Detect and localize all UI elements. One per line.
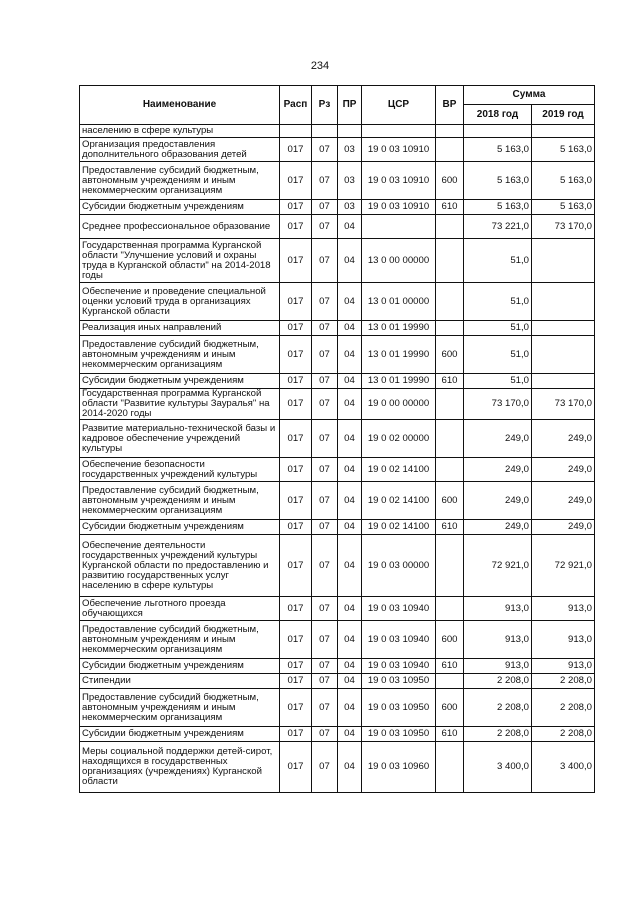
cell-name: Субсидии бюджетным учреждениям	[80, 520, 280, 535]
cell-2018: 51,0	[464, 321, 532, 336]
cell-csr: 19 0 03 10940	[362, 597, 436, 621]
cell-csr: 19 0 00 00000	[362, 389, 436, 420]
cell-name: Обеспечение и проведение специальной оценки условий труда в организациях Курганской области	[80, 283, 280, 321]
cell-name: Обеспечение деятельности государственных учреждений культуры Курганской области по предоставлению и развитию государственных услуг населению в сфере культуры	[80, 535, 280, 597]
cell-vr	[436, 321, 464, 336]
cell-rasp: 017	[280, 597, 312, 621]
cell-name: Среднее профессиональное образование	[80, 215, 280, 239]
cell-pr: 04	[338, 283, 362, 321]
page-number: 234	[310, 60, 330, 72]
cell-2019: 249,0	[532, 458, 595, 482]
header-2019: 2019 год	[532, 105, 595, 125]
cell-name: Предоставление субсидий бюджетным, автономным учреждениям и иным некоммерческим организациям	[80, 689, 280, 727]
cell-rasp: 017	[280, 389, 312, 420]
table-row	[80, 458, 595, 482]
cell-vr	[436, 742, 464, 793]
cell-csr: 19 0 02 00000	[362, 420, 436, 458]
cell-vr	[436, 420, 464, 458]
cell-csr: 13 0 01 19990	[362, 374, 436, 389]
cell-csr: 19 0 03 10960	[362, 742, 436, 793]
cell-rasp	[280, 125, 312, 138]
cell-2018: 913,0	[464, 621, 532, 659]
cell-name: Организация предоставления дополнительного образования детей	[80, 138, 280, 162]
cell-csr: 19 0 03 10940	[362, 659, 436, 674]
header-name: Наименование	[80, 86, 280, 125]
cell-rz: 07	[312, 420, 338, 458]
cell-name: Субсидии бюджетным учреждениям	[80, 727, 280, 742]
cell-rasp: 017	[280, 520, 312, 535]
cell-csr: 19 0 03 00000	[362, 535, 436, 597]
cell-vr: 610	[436, 520, 464, 535]
cell-csr: 19 0 03 10950	[362, 727, 436, 742]
cell-vr	[436, 125, 464, 138]
cell-rasp: 017	[280, 138, 312, 162]
header-csr: ЦСР	[362, 86, 436, 125]
cell-name: Развитие материально-технической базы и кадровое обеспечение учреждений культуры	[80, 420, 280, 458]
cell-csr	[362, 215, 436, 239]
cell-vr	[436, 283, 464, 321]
cell-name: Субсидии бюджетным учреждениям	[80, 374, 280, 389]
cell-2019: 3 400,0	[532, 742, 595, 793]
cell-2019: 5 163,0	[532, 138, 595, 162]
cell-2019: 249,0	[532, 520, 595, 535]
cell-name: Обеспечение безопасности государственных учреждений культуры	[80, 458, 280, 482]
cell-2019: 5 163,0	[532, 200, 595, 215]
table-row	[80, 689, 595, 727]
cell-name: Реализация иных направлений	[80, 321, 280, 336]
cell-2019: 249,0	[532, 420, 595, 458]
cell-rasp: 017	[280, 727, 312, 742]
cell-vr: 600	[436, 621, 464, 659]
cell-pr: 04	[338, 336, 362, 374]
cell-2019: 2 208,0	[532, 689, 595, 727]
cell-rz: 07	[312, 374, 338, 389]
cell-2019: 72 921,0	[532, 535, 595, 597]
cell-2018: 5 163,0	[464, 200, 532, 215]
cell-vr: 610	[436, 659, 464, 674]
cell-name: Государственная программа Курганской области "Улучшение условий и охраны труда в Курганской области" на 2014-2018 годы	[80, 239, 280, 283]
cell-vr	[436, 535, 464, 597]
cell-vr: 600	[436, 336, 464, 374]
cell-2018: 2 208,0	[464, 727, 532, 742]
cell-rz: 07	[312, 689, 338, 727]
cell-csr: 19 0 03 10910	[362, 138, 436, 162]
cell-rz: 07	[312, 458, 338, 482]
table-row	[80, 239, 595, 283]
cell-rz: 07	[312, 321, 338, 336]
cell-2019: 913,0	[532, 597, 595, 621]
table-row	[80, 336, 595, 374]
cell-2018: 73 170,0	[464, 389, 532, 420]
cell-name: Меры социальной поддержки детей-сирот, находящихся в государственных организациях (учреждениях) Курганской области	[80, 742, 280, 793]
cell-vr: 600	[436, 162, 464, 200]
cell-2018: 2 208,0	[464, 674, 532, 689]
table-row	[80, 389, 595, 420]
cell-2019: 5 163,0	[532, 162, 595, 200]
cell-vr	[436, 458, 464, 482]
cell-rz: 07	[312, 283, 338, 321]
cell-csr	[362, 125, 436, 138]
cell-rasp: 017	[280, 374, 312, 389]
cell-2019: 913,0	[532, 659, 595, 674]
cell-pr: 04	[338, 420, 362, 458]
cell-csr: 19 0 03 10910	[362, 200, 436, 215]
table-row	[80, 742, 595, 793]
cell-pr: 04	[338, 520, 362, 535]
cell-name: Государственная программа Курганской области "Развитие культуры Зауралья" на 2014-2020 годы	[80, 389, 280, 420]
cell-csr: 13 0 01 19990	[362, 336, 436, 374]
budget-table	[79, 85, 595, 793]
cell-csr: 19 0 03 10910	[362, 162, 436, 200]
cell-name: Предоставление субсидий бюджетным, автономным учреждениям и иным некоммерческим организациям	[80, 162, 280, 200]
cell-csr: 19 0 03 10950	[362, 689, 436, 727]
cell-pr: 04	[338, 621, 362, 659]
table-header	[80, 86, 595, 125]
cell-rz: 07	[312, 138, 338, 162]
cell-rasp: 017	[280, 162, 312, 200]
cell-rz: 07	[312, 597, 338, 621]
cell-pr: 04	[338, 215, 362, 239]
cell-csr: 19 0 03 10940	[362, 621, 436, 659]
cell-2019	[532, 374, 595, 389]
cell-vr: 610	[436, 727, 464, 742]
cell-pr: 04	[338, 321, 362, 336]
cell-2019: 913,0	[532, 621, 595, 659]
cell-name: Обеспечение льготного проезда обучающихся	[80, 597, 280, 621]
cell-2019	[532, 125, 595, 138]
table-row	[80, 674, 595, 689]
cell-rz: 07	[312, 520, 338, 535]
table-row	[80, 621, 595, 659]
cell-rasp: 017	[280, 458, 312, 482]
cell-2018: 5 163,0	[464, 138, 532, 162]
cell-pr: 04	[338, 742, 362, 793]
cell-vr: 600	[436, 482, 464, 520]
header-2018: 2018 год	[464, 105, 532, 125]
cell-vr	[436, 239, 464, 283]
cell-vr: 610	[436, 200, 464, 215]
table-row	[80, 597, 595, 621]
cell-2019	[532, 239, 595, 283]
cell-pr: 04	[338, 659, 362, 674]
cell-2019: 73 170,0	[532, 389, 595, 420]
cell-2018: 51,0	[464, 336, 532, 374]
cell-2018: 2 208,0	[464, 689, 532, 727]
cell-rasp: 017	[280, 535, 312, 597]
cell-pr: 03	[338, 138, 362, 162]
cell-pr: 04	[338, 374, 362, 389]
cell-name: Предоставление субсидий бюджетным, автономным учреждениям и иным некоммерческим организациям	[80, 621, 280, 659]
cell-2018: 249,0	[464, 520, 532, 535]
cell-pr: 03	[338, 200, 362, 215]
cell-csr: 13 0 00 00000	[362, 239, 436, 283]
table-row	[80, 535, 595, 597]
cell-2019: 2 208,0	[532, 727, 595, 742]
cell-pr: 04	[338, 458, 362, 482]
cell-rz: 07	[312, 674, 338, 689]
cell-pr: 04	[338, 389, 362, 420]
cell-rz: 07	[312, 482, 338, 520]
cell-pr: 04	[338, 535, 362, 597]
cell-pr	[338, 125, 362, 138]
cell-pr: 04	[338, 727, 362, 742]
cell-rz	[312, 125, 338, 138]
cell-pr: 04	[338, 674, 362, 689]
cell-rz: 07	[312, 336, 338, 374]
cell-rasp: 017	[280, 659, 312, 674]
cell-2019	[532, 283, 595, 321]
cell-pr: 04	[338, 689, 362, 727]
table-row	[80, 321, 595, 336]
cell-csr: 19 0 02 14100	[362, 520, 436, 535]
cell-rz: 07	[312, 389, 338, 420]
cell-pr: 04	[338, 597, 362, 621]
cell-rz: 07	[312, 200, 338, 215]
cell-vr: 610	[436, 374, 464, 389]
header-rasp: Расп	[280, 86, 312, 125]
table-row	[80, 420, 595, 458]
cell-pr: 04	[338, 239, 362, 283]
cell-vr	[436, 138, 464, 162]
table-row	[80, 215, 595, 239]
table-row	[80, 125, 595, 138]
cell-pr: 04	[338, 482, 362, 520]
cell-rasp: 017	[280, 321, 312, 336]
cell-rasp: 017	[280, 742, 312, 793]
cell-2018: 249,0	[464, 458, 532, 482]
cell-2018: 249,0	[464, 420, 532, 458]
cell-vr	[436, 215, 464, 239]
header-sum: Сумма	[464, 86, 595, 105]
cell-vr	[436, 389, 464, 420]
cell-2018: 51,0	[464, 283, 532, 321]
cell-csr: 19 0 03 10950	[362, 674, 436, 689]
cell-2018: 51,0	[464, 374, 532, 389]
cell-csr: 13 0 01 19990	[362, 321, 436, 336]
cell-2018: 51,0	[464, 239, 532, 283]
table-row	[80, 200, 595, 215]
table-row	[80, 727, 595, 742]
cell-rz: 07	[312, 535, 338, 597]
cell-rasp: 017	[280, 689, 312, 727]
cell-rz: 07	[312, 659, 338, 674]
cell-name: Субсидии бюджетным учреждениям	[80, 659, 280, 674]
cell-rz: 07	[312, 727, 338, 742]
cell-rz: 07	[312, 621, 338, 659]
cell-pr: 03	[338, 162, 362, 200]
cell-name: Стипендии	[80, 674, 280, 689]
cell-2019	[532, 321, 595, 336]
table-row	[80, 520, 595, 535]
cell-name: населению в сфере культуры	[80, 125, 280, 138]
cell-2018: 249,0	[464, 482, 532, 520]
cell-vr: 600	[436, 689, 464, 727]
table-row	[80, 482, 595, 520]
cell-csr: 19 0 02 14100	[362, 482, 436, 520]
cell-2019	[532, 336, 595, 374]
cell-rz: 07	[312, 239, 338, 283]
header-rz: Рз	[312, 86, 338, 125]
cell-2018	[464, 125, 532, 138]
cell-2019: 249,0	[532, 482, 595, 520]
cell-2019: 73 170,0	[532, 215, 595, 239]
cell-rasp: 017	[280, 621, 312, 659]
cell-vr	[436, 674, 464, 689]
cell-2018: 72 921,0	[464, 535, 532, 597]
table-row	[80, 283, 595, 321]
cell-rasp: 017	[280, 674, 312, 689]
cell-rz: 07	[312, 215, 338, 239]
cell-2018: 5 163,0	[464, 162, 532, 200]
cell-rz: 07	[312, 742, 338, 793]
cell-2018: 3 400,0	[464, 742, 532, 793]
table-row	[80, 138, 595, 162]
cell-rasp: 017	[280, 200, 312, 215]
cell-name: Предоставление субсидий бюджетным, автономным учреждениям и иным некоммерческим организациям	[80, 482, 280, 520]
table-row	[80, 162, 595, 200]
table-row	[80, 374, 595, 389]
cell-csr: 13 0 01 00000	[362, 283, 436, 321]
cell-rasp: 017	[280, 283, 312, 321]
cell-2019: 2 208,0	[532, 674, 595, 689]
cell-vr	[436, 597, 464, 621]
cell-rz: 07	[312, 162, 338, 200]
cell-2018: 913,0	[464, 597, 532, 621]
cell-rasp: 017	[280, 420, 312, 458]
cell-2018: 73 221,0	[464, 215, 532, 239]
cell-rasp: 017	[280, 239, 312, 283]
table-row	[80, 659, 595, 674]
cell-rasp: 017	[280, 336, 312, 374]
cell-2018: 913,0	[464, 659, 532, 674]
cell-name: Субсидии бюджетным учреждениям	[80, 200, 280, 215]
cell-csr: 19 0 02 14100	[362, 458, 436, 482]
cell-rasp: 017	[280, 215, 312, 239]
table-body	[80, 125, 595, 793]
cell-rasp: 017	[280, 482, 312, 520]
cell-name: Предоставление субсидий бюджетным, автономным учреждениям и иным некоммерческим организациям	[80, 336, 280, 374]
header-vr: ВР	[436, 86, 464, 125]
header-pr: ПР	[338, 86, 362, 125]
